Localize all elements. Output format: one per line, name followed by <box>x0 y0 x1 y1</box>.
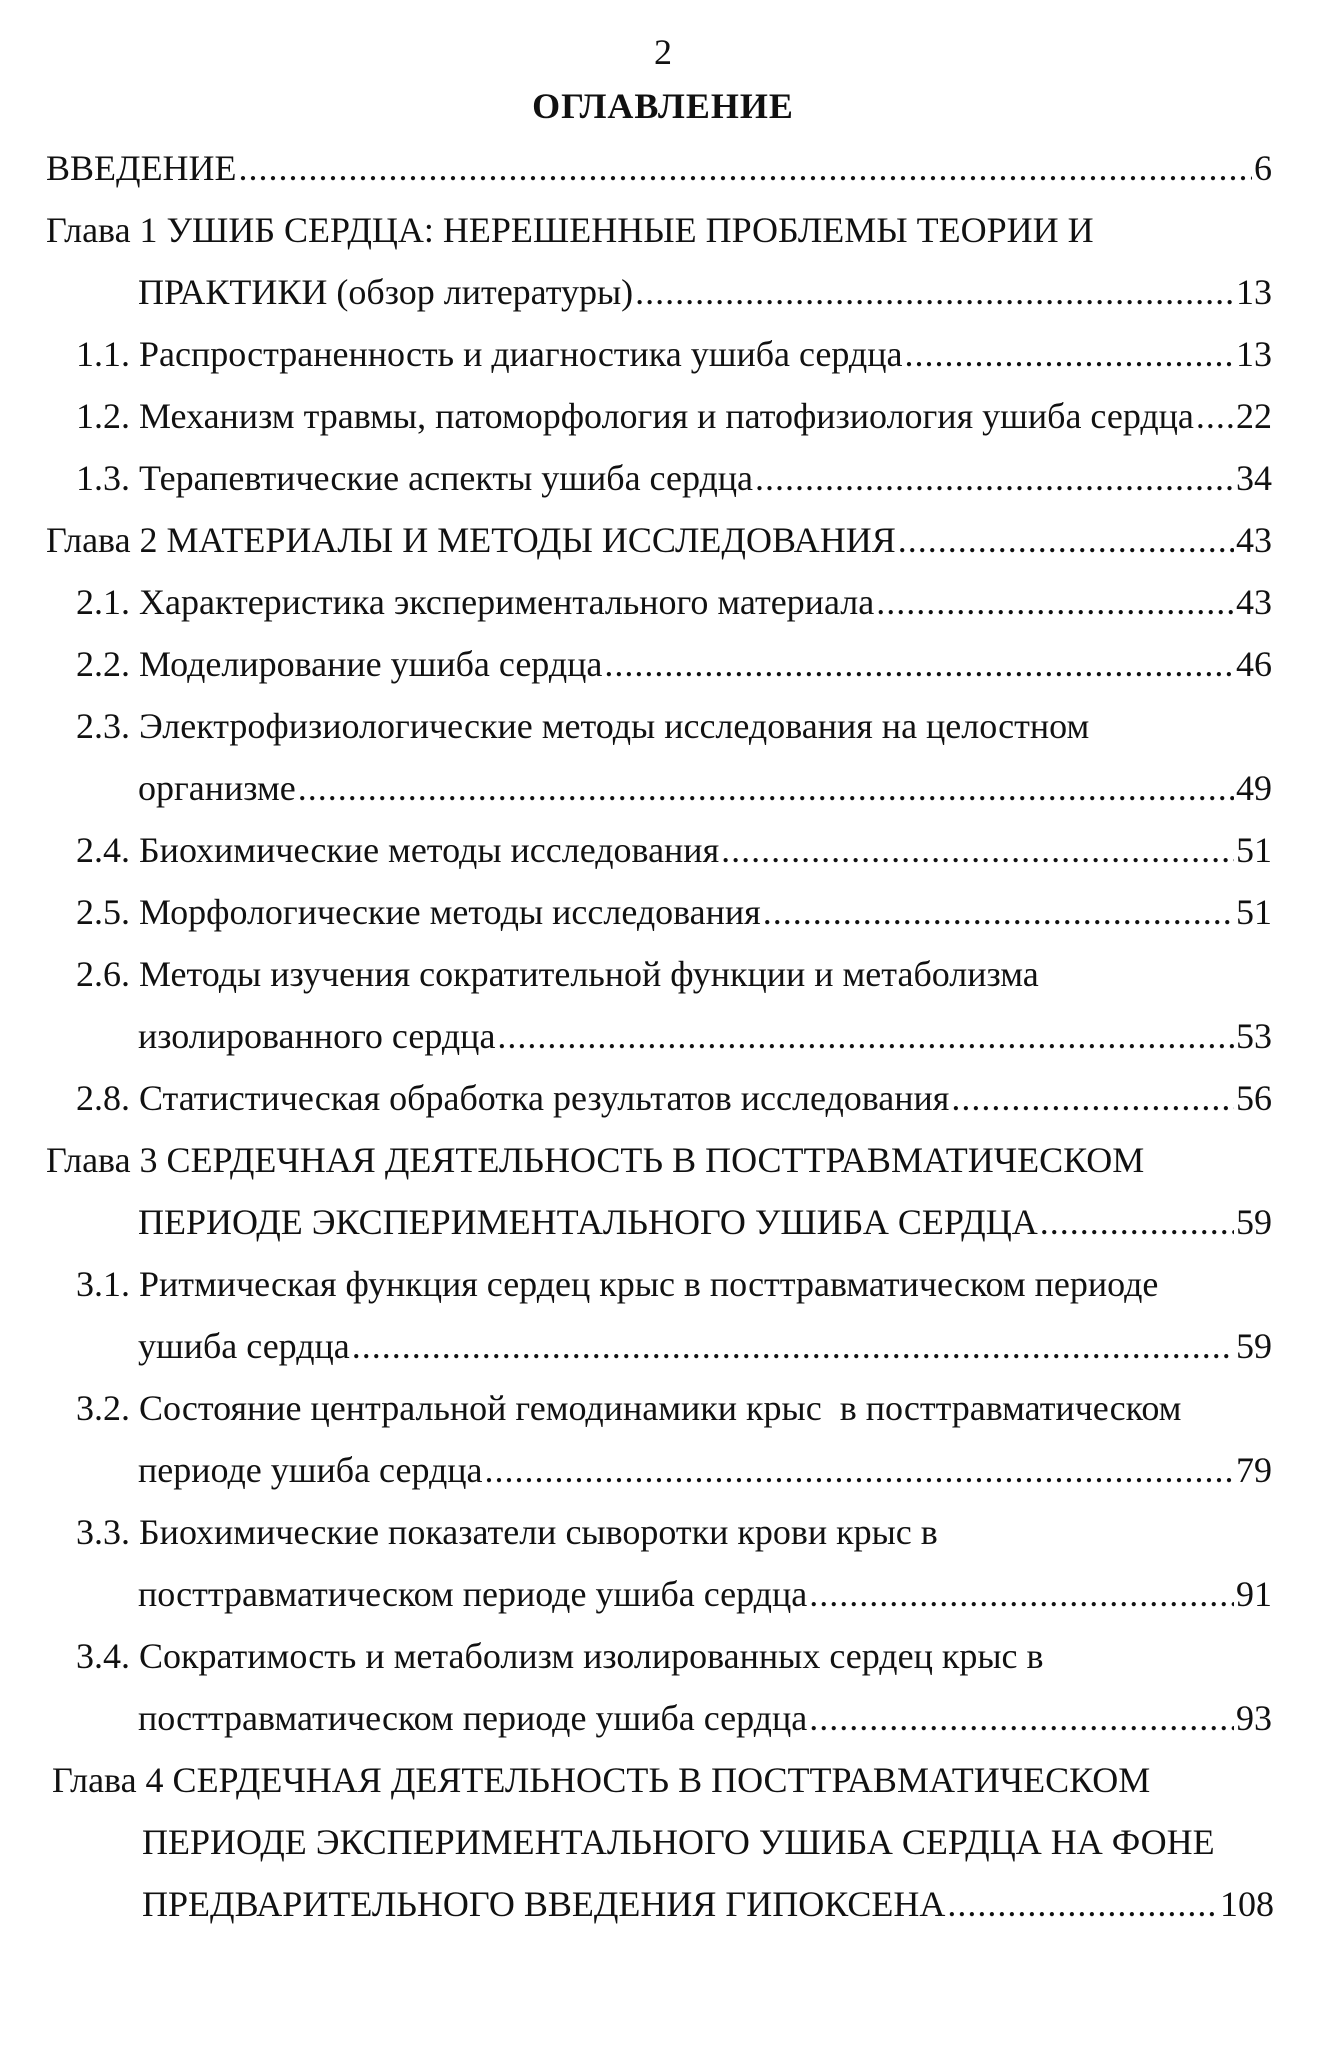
toc-entry-3-2[interactable] <box>76 1382 1272 1434</box>
toc-entry-2-3-cont[interactable] <box>138 762 1272 814</box>
toc-entry-text: Глава 4 СЕРДЕЧНАЯ ДЕЯТЕЛЬНОСТЬ В ПОСТТРАВМАТИЧЕСКОМ <box>52 1760 1151 1800</box>
dot-leader <box>497 1010 1234 1062</box>
toc-entry-chapter-2[interactable] <box>46 514 1272 566</box>
toc-title: ОГЛАВЛЕНИЕ <box>532 86 794 126</box>
toc-entry-2-5[interactable] <box>76 886 1272 938</box>
toc-entry-chapter-1[interactable] <box>46 204 1272 256</box>
dot-leader <box>1040 1196 1234 1248</box>
toc-entry-3-3-cont[interactable] <box>138 1568 1272 1620</box>
toc-entry-text: 2.2. Моделирование ушиба сердца <box>76 644 603 684</box>
toc-entry-text: 2.1. Характеристика экспериментального материала <box>76 582 875 622</box>
toc-entry-text: посттравматическом периоде ушиба сердца <box>138 1698 808 1738</box>
toc-entry-page: 79 <box>1236 1450 1272 1490</box>
dot-leader <box>298 762 1234 814</box>
toc-entry-page: 93 <box>1236 1698 1272 1738</box>
toc-entry-text: Глава 1 УШИБ СЕРДЦА: НЕРЕШЕННЫЕ ПРОБЛЕМЫ ТЕОРИИ И <box>46 210 1094 250</box>
toc-entry-2-6-cont[interactable] <box>138 1010 1272 1062</box>
toc-entry-chapter-3[interactable] <box>46 1134 1272 1186</box>
toc-entry-text: 2.3. Электрофизиологические методы исследования на целостном <box>76 706 1090 746</box>
toc-entry-text: 3.2. Состояние центральной гемодинамики крыс в посттравматическом <box>76 1388 1182 1428</box>
dot-leader <box>763 886 1234 938</box>
toc-entry-page: 56 <box>1236 1078 1272 1118</box>
dot-leader <box>755 452 1234 504</box>
toc-entry-page: 91 <box>1236 1574 1272 1614</box>
toc-entry-text: периоде ушиба сердца <box>138 1450 483 1490</box>
toc-entry-page: 108 <box>1220 1884 1274 1924</box>
toc-entry-page: 22 <box>1236 396 1272 436</box>
dot-leader <box>239 142 1252 194</box>
dot-leader <box>1196 390 1234 442</box>
toc-entry-text: 3.1. Ритмическая функция сердец крыс в посттравматическом периоде <box>76 1264 1159 1304</box>
dot-leader <box>721 824 1234 876</box>
toc-entry-text: ВВЕДЕНИЕ <box>46 148 237 188</box>
toc-entry-text: 1.2. Механизм травмы, патоморфология и патофизиология ушиба сердца <box>76 396 1194 436</box>
toc-entry-page: 43 <box>1236 520 1272 560</box>
toc-entry-3-4[interactable] <box>76 1630 1272 1682</box>
toc-entry-text: 2.4. Биохимические методы исследования <box>76 830 720 870</box>
toc-entry-page: 6 <box>1254 148 1272 188</box>
toc-entry-text: 3.3. Биохимические показатели сыворотки крови крыс в <box>76 1512 938 1552</box>
dot-leader <box>485 1444 1234 1496</box>
toc-entry-page: 51 <box>1236 892 1272 932</box>
dot-leader <box>876 576 1234 628</box>
toc-entry-page: 13 <box>1236 334 1272 374</box>
toc-entry-text: ПЕРИОДЕ ЭКСПЕРИМЕНТАЛЬНОГО УШИБА СЕРДЦА НА ФОНЕ <box>142 1822 1215 1862</box>
toc-entry-2-1[interactable] <box>76 576 1272 628</box>
dot-leader <box>635 266 1234 318</box>
dot-leader <box>809 1692 1234 1744</box>
toc-entry-3-3[interactable] <box>76 1506 1272 1558</box>
dot-leader <box>947 1878 1218 1930</box>
toc-entry-page: 46 <box>1236 644 1272 684</box>
toc-entry-chapter-4[interactable] <box>52 1754 1274 1806</box>
toc-entry-text: 1.1. Распространенность и диагностика ушиба сердца <box>76 334 903 374</box>
toc-entry-page: 59 <box>1236 1326 1272 1366</box>
toc-entry-3-1[interactable] <box>76 1258 1272 1310</box>
toc-entry-2-2[interactable] <box>76 638 1272 690</box>
toc-entry-page: 13 <box>1236 272 1272 312</box>
toc-entry-text: ПРАКТИКИ (обзор литературы) <box>138 272 634 312</box>
dot-leader <box>898 514 1234 566</box>
toc-entry-text: 3.4. Сократимость и метаболизм изолированных сердец крыс в <box>76 1636 1044 1676</box>
toc-entry-text: ПЕРИОДЕ ЭКСПЕРИМЕНТАЛЬНОГО УШИБА СЕРДЦА <box>138 1202 1038 1242</box>
toc-entry-text: 2.5. Морфологические методы исследования <box>76 892 761 932</box>
toc-entry-page: 34 <box>1236 458 1272 498</box>
toc-entry-text: Глава 2 МАТЕРИАЛЫ И МЕТОДЫ ИССЛЕДОВАНИЯ <box>46 520 896 560</box>
toc-entry-text: 2.6. Методы изучения сократительной функции и метаболизма <box>76 954 1039 994</box>
toc-entry-3-2-cont[interactable] <box>138 1444 1272 1496</box>
toc-entry-text: ушиба сердца <box>138 1326 350 1366</box>
toc-entry-text: Глава 3 СЕРДЕЧНАЯ ДЕЯТЕЛЬНОСТЬ В ПОСТТРАВМАТИЧЕСКОМ <box>46 1140 1145 1180</box>
toc-entry-page: 49 <box>1236 768 1272 808</box>
toc-entry-page: 53 <box>1236 1016 1272 1056</box>
toc-entry-text: посттравматическом периоде ушиба сердца <box>138 1574 808 1614</box>
toc-entry-introduction[interactable] <box>46 142 1272 194</box>
toc-entry-chapter-4-cont-2[interactable] <box>142 1878 1274 1930</box>
dot-leader <box>352 1320 1234 1372</box>
toc-entry-1-2[interactable] <box>76 390 1272 442</box>
toc-entry-text: организме <box>138 768 296 808</box>
dot-leader <box>809 1568 1234 1620</box>
toc-entry-3-4-cont[interactable] <box>138 1692 1272 1744</box>
page-number: 2 <box>654 32 672 72</box>
dot-leader <box>604 638 1234 690</box>
toc-entry-page: 51 <box>1236 830 1272 870</box>
toc-entry-text: ПРЕДВАРИТЕЛЬНОГО ВВЕДЕНИЯ ГИПОКСЕНА <box>142 1884 946 1924</box>
toc-entry-2-4[interactable] <box>76 824 1272 876</box>
toc-entry-text: 2.8. Статистическая обработка результатов исследования <box>76 1078 950 1118</box>
toc-entry-1-3[interactable] <box>76 452 1272 504</box>
toc-entry-page: 43 <box>1236 582 1272 622</box>
dot-leader <box>951 1072 1234 1124</box>
toc-entry-2-6[interactable] <box>76 948 1272 1000</box>
toc-entry-chapter-3-cont[interactable] <box>138 1196 1272 1248</box>
toc-entry-page: 59 <box>1236 1202 1272 1242</box>
toc-entry-chapter-4-cont-1[interactable] <box>142 1816 1274 1868</box>
dot-leader <box>905 328 1235 380</box>
toc-entry-2-8[interactable] <box>76 1072 1272 1124</box>
toc-entry-chapter-1-cont[interactable] <box>138 266 1272 318</box>
toc-entry-text: изолированного сердца <box>138 1016 496 1056</box>
toc-entry-1-1[interactable] <box>76 328 1272 380</box>
toc-entry-text: 1.3. Терапевтические аспекты ушиба сердца <box>76 458 754 498</box>
toc-entry-3-1-cont[interactable] <box>138 1320 1272 1372</box>
toc-entry-2-3[interactable] <box>76 700 1272 752</box>
